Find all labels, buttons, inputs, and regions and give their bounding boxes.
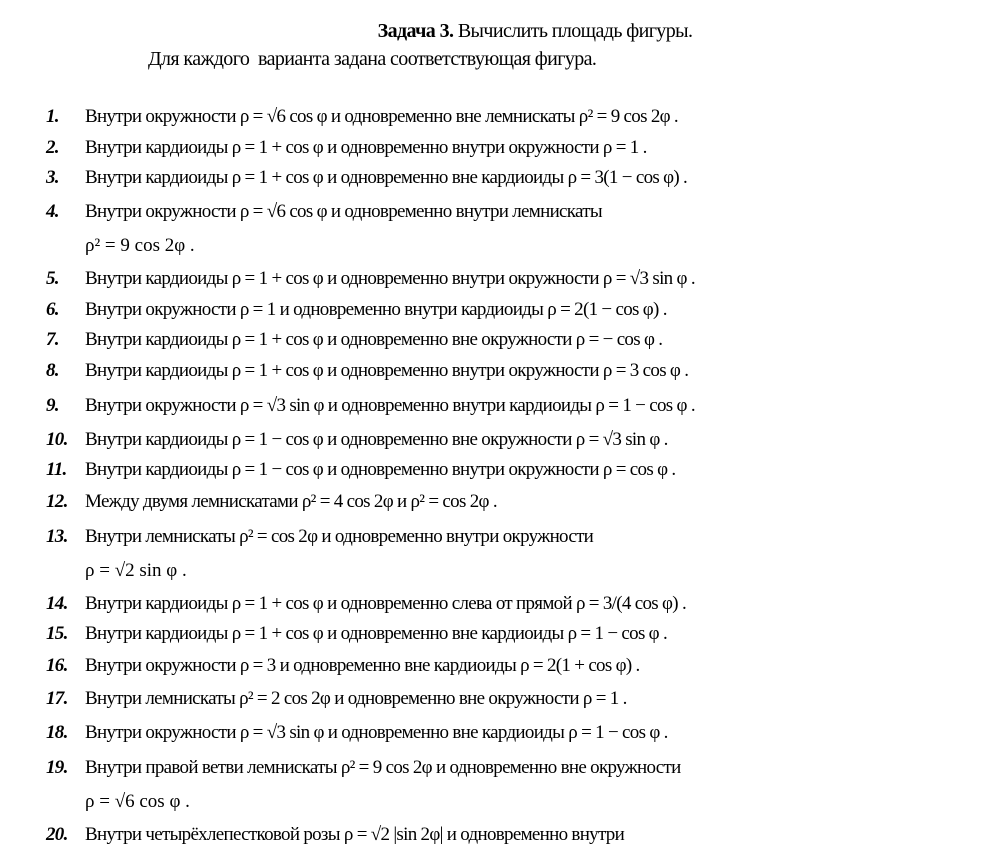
item-text: Внутри кардиоиды ρ = 1 + cos φ и одновременно внутри окружности ρ = 3 cos φ .: [85, 360, 689, 381]
item-number: 15.: [46, 623, 68, 644]
item-text: Внутри кардиоиды ρ = 1 + cos φ и одновременно внутри окружности ρ = √3 sin φ .: [85, 268, 695, 289]
item-number: 17.: [46, 688, 68, 709]
item-number: 4.: [46, 201, 59, 222]
item-text: Между двумя лемнискатами ρ² = 4 cos 2φ и ρ² = cos 2φ .: [85, 491, 497, 512]
item-text: Внутри кардиоиды ρ = 1 − cos φ и одновременно внутри окружности ρ = cos φ .: [85, 459, 676, 480]
item-text: Внутри лемнискаты ρ² = cos 2φ и одновременно внутри окружности: [85, 526, 594, 547]
item-number: 3.: [46, 167, 59, 188]
item-text: Внутри четырёхлепестковой розы ρ = √2 |sin 2φ| и одновременно внутри: [85, 824, 625, 845]
item-number: 10.: [46, 429, 68, 450]
item-number: 20.: [46, 824, 68, 845]
item-text: Внутри окружности ρ = √6 cos φ и одновременно вне лемнискаты ρ² = 9 cos 2φ .: [85, 106, 678, 127]
item-text: Внутри лемнискаты ρ² = 2 cos 2φ и одновременно вне окружности ρ = 1 .: [85, 688, 627, 709]
item-number: 13.: [46, 526, 68, 547]
item-number: 8.: [46, 360, 59, 381]
item-number: 19.: [46, 757, 68, 778]
item-text: Внутри правой ветви лемнискаты ρ² = 9 cos 2φ и одновременно вне окружности: [85, 757, 681, 778]
item-number: 2.: [46, 137, 59, 158]
item-number: 18.: [46, 722, 68, 743]
item-number: 1.: [46, 106, 59, 127]
item-number: 12.: [46, 491, 68, 512]
item-number: 16.: [46, 655, 68, 676]
item-number: 11.: [46, 459, 67, 480]
task-title-rest: Вычислить площадь фигуры.: [453, 20, 693, 42]
item-text: Внутри кардиоиды ρ = 1 + cos φ и одновременно слева от прямой ρ = 3/(4 cos φ) .: [85, 593, 686, 614]
task-title-bold: Задача 3.: [377, 20, 454, 42]
item-text: Внутри окружности ρ = 3 и одновременно вне кардиоиды ρ = 2(1 + cos φ) .: [85, 655, 640, 676]
item-text-continuation: ρ = √2 sin φ .: [85, 560, 187, 581]
item-number: 14.: [46, 593, 68, 614]
item-text-continuation: ρ² = 9 cos 2φ .: [85, 235, 195, 256]
item-text: Внутри окружности ρ = √3 sin φ и одновременно вне кардиоиды ρ = 1 − cos φ .: [85, 722, 668, 743]
item-text: Внутри окружности ρ = √6 cos φ и одновременно внутри лемнискаты: [85, 201, 602, 222]
item-text-continuation: ρ = √6 cos φ .: [85, 791, 190, 812]
item-text: Внутри кардиоиды ρ = 1 + cos φ и одновременно вне кардиоиды ρ = 1 − cos φ .: [85, 623, 668, 644]
item-number: 7.: [46, 329, 59, 350]
task-subtitle: Для каждого варианта задана соответствующая фигура.: [148, 48, 597, 70]
item-number: 5.: [46, 268, 59, 289]
task-title: [0, 20, 1000, 43]
item-number: 6.: [46, 299, 59, 320]
item-text: Внутри окружности ρ = 1 и одновременно внутри кардиоиды ρ = 2(1 − cos φ) .: [85, 299, 667, 320]
item-text: Внутри кардиоиды ρ = 1 + cos φ и одновременно внутри окружности ρ = 1 .: [85, 137, 647, 158]
item-text: Внутри кардиоиды ρ = 1 + cos φ и одновременно вне кардиоиды ρ = 3(1 − cos φ) .: [85, 167, 688, 188]
item-text: Внутри окружности ρ = √3 sin φ и одновременно внутри кардиоиды ρ = 1 − cos φ .: [85, 395, 695, 416]
item-text: Внутри кардиоиды ρ = 1 − cos φ и одновременно вне окружности ρ = √3 sin φ .: [85, 429, 668, 450]
item-text: Внутри кардиоиды ρ = 1 + cos φ и одновременно вне окружности ρ = − cos φ .: [85, 329, 663, 350]
item-number: 9.: [46, 395, 59, 416]
